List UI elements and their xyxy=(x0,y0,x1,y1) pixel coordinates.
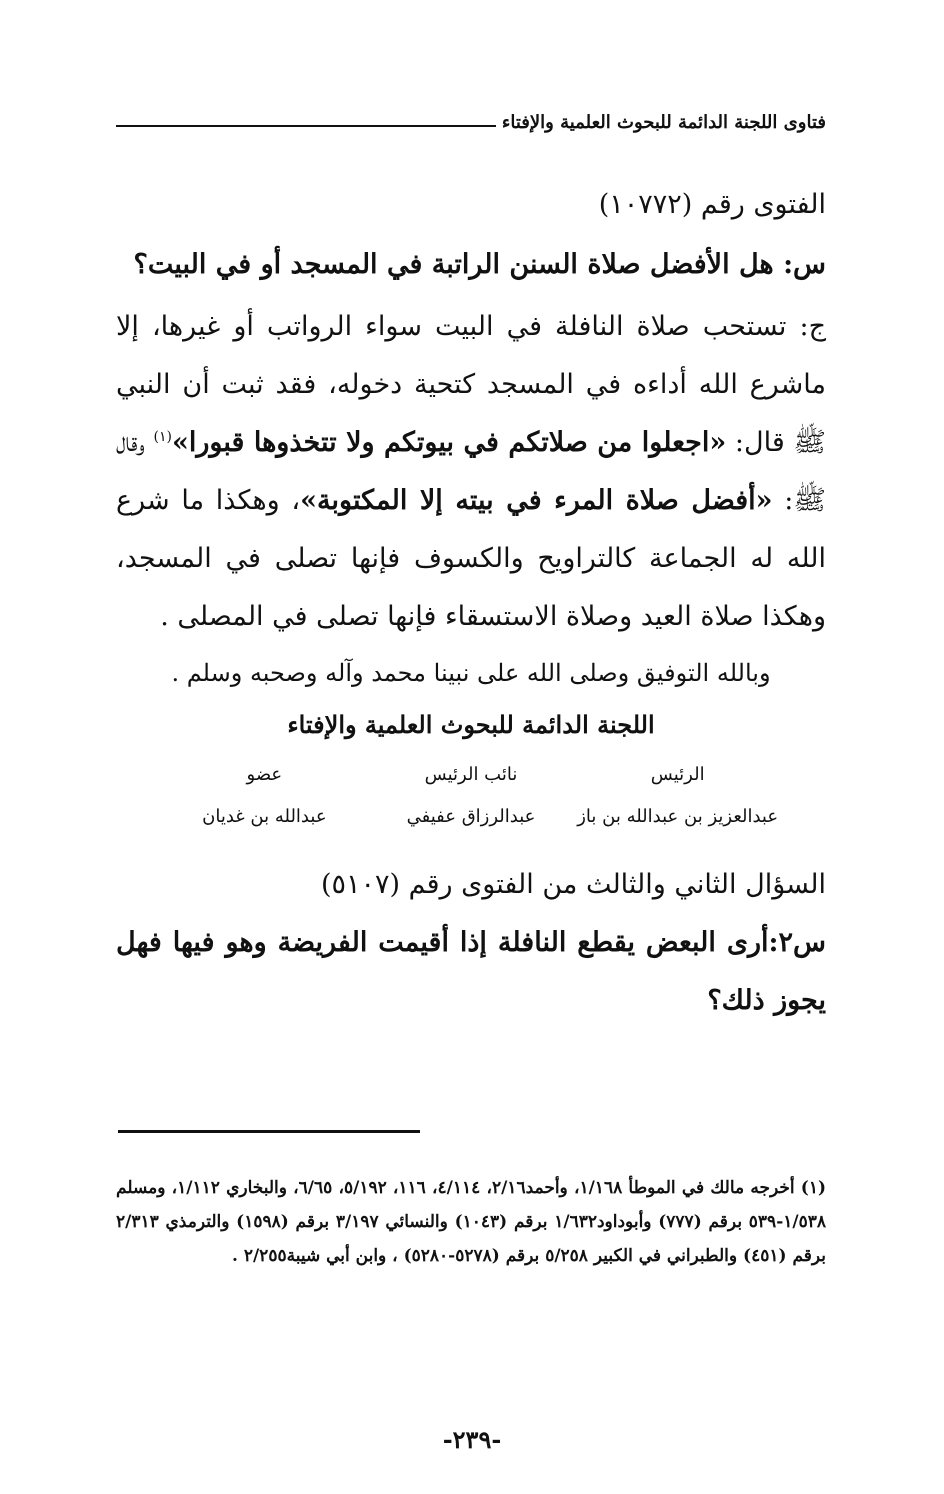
question-paragraph: س: هل الأفضل صلاة السنن الراتبة في المسجد أو في البيت؟ xyxy=(133,249,826,280)
hadith-quote-2: «أفضل صلاة المرء في بيته إلا المكتوبة» xyxy=(300,485,773,516)
role-chairman: الرئيس xyxy=(650,764,705,785)
role-vice-chairman: نائب الرئيس xyxy=(424,764,518,785)
hadith-quote-1: «اجعلوا من صلاتكم في بيوتكم ولا تتخذوها قبورا» xyxy=(171,427,727,458)
footnote-marker: (١) xyxy=(153,429,172,445)
footnote-text: (١) أخرجه مالك في الموطأ ١/١٦٨، وأحمد٢/١٦، ٤/١١٤، ١١٦، ٥/١٩٢، ٦/٦٥، والبخاري ١/١١٢، ومسلم ١/٥٣٨-٥٣٩ برقم (٧٧٧) وأبوداود١/٦٣٢ برقم (١٠٤٣) والنسائي ٣/١٩٧ برقم (١٥٩٨) والترمذي ٢/٣١٣ برقم (٤٥١) والطبراني في الكبير ٥/٢٥٨ برقم (٥٢٧٨-٥٢٨٠) ، وابن أبي شيبة٢/٢٥٥ . xyxy=(116,1178,827,1266)
running-header xyxy=(116,112,826,133)
answer-text-3: ، وهكذا ما شرع الله له الجماعة كالتراويح والكسوف فإنها تصلى في المسجد، وهكذا صلاة العيد وصلاة الاستسقاء فإنها تصلى في المصلى . xyxy=(116,485,826,632)
closing-prayer: وبالله التوفيق وصلى الله على نبينا محمد وآله وصحبه وسلم . xyxy=(171,659,771,687)
main-body xyxy=(116,176,826,1030)
answer-paragraph xyxy=(116,298,826,646)
committee-name: اللجنة الدائمة للبحوث العلمية والإفتاء xyxy=(287,710,655,739)
second-fatwa-title: السؤال الثاني والثالث من الفتوى رقم (٥١٠٧) xyxy=(320,869,826,900)
role-member: عضو xyxy=(246,764,283,785)
member-name-chairman: عبدالعزيز بن عبدالله بن باز xyxy=(577,806,779,827)
signature-names-row xyxy=(161,796,781,838)
answer-text-1: ج: تستحب صلاة النافلة في البيت سواء الرواتب أو غيرها، إلا ماشرع الله أداءه في المسجد كتحية دخوله، فقد ثبت أن النبي ﷺ قال: xyxy=(116,311,827,458)
member-name-vice-chairman: عبدالرزاق عفيفي xyxy=(406,806,536,827)
footnote-separator xyxy=(118,1130,420,1133)
second-question-paragraph: س٢:أرى البعض يقطع النافلة إذا أقيمت الفريضة وهو فيها فهل يجوز ذلك؟ xyxy=(116,927,826,1016)
member-name-member: عبدالله بن غديان xyxy=(202,806,327,827)
page-number: -٢٣٩- xyxy=(442,1425,502,1454)
answer-text-2: وقال ﷺ: xyxy=(116,427,827,516)
header-title: فتاوى اللجنة الدائمة للبحوث العلمية والإفتاء xyxy=(501,112,826,133)
fatwa-number-title: الفتوى رقم (١٠٧٧٢) xyxy=(598,189,826,220)
signature-roles-row xyxy=(161,754,781,796)
header-rule xyxy=(116,125,496,127)
signature-table xyxy=(161,754,781,838)
